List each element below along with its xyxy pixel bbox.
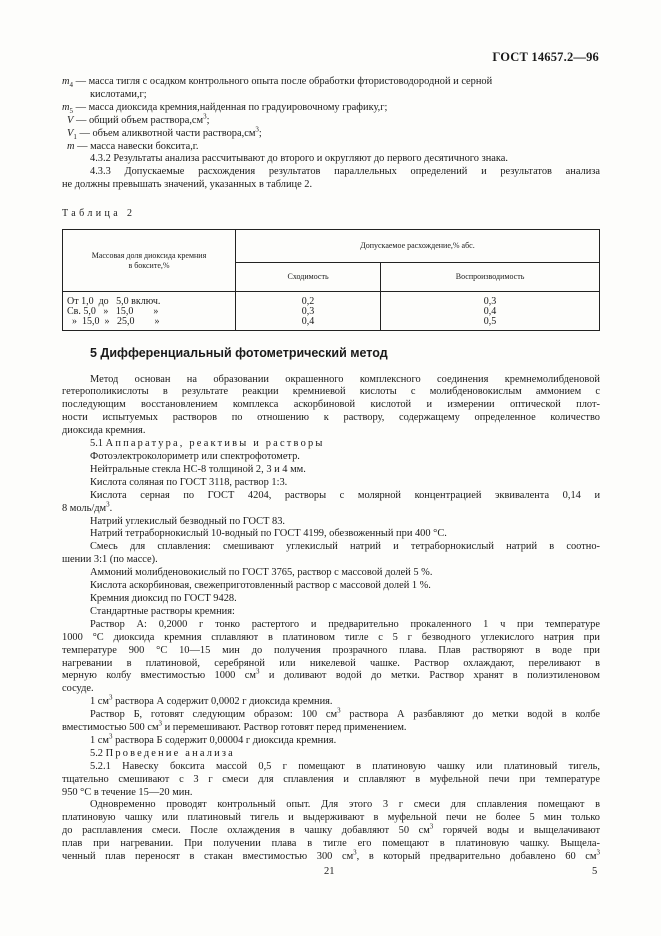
list-item: Стандартные растворы кремния: (90, 605, 235, 617)
list-item: Кислота соляная по ГОСТ 3118, раствор 1:3. (90, 476, 288, 488)
list-item: Фотоэлектроколориметр или спектрофотометр. (90, 451, 300, 463)
convergence-cell: 0,2 0,3 0,4 (236, 292, 381, 331)
list-item: Натрий тетраборнокислый 10-водный по ГОСТ 4199, обезвоженный при 400 °С. (90, 528, 447, 540)
paragraph-4-3-2: 4.3.2 Результаты анализа рассчитывают до второго и округляют до первого десятичного знака. (90, 153, 508, 165)
col-header-mass-fraction: Массовая доля диоксида кремния в боксите,% (63, 230, 236, 292)
range-cell: От 1,0 до 5,0 включ. Св. 5,0 » 15,0 » » 15,0 » 25,0 » (63, 292, 236, 331)
solution-a-content: 1 $см^3$ раствора А содержит 0,0002 г диоксида кремния. (90, 693, 333, 708)
subsection-5-1-title: 5.1 Аппаратура, реактивы и растворы (90, 438, 325, 450)
list-item: Нейтральные стекла НС-8 толщиной 2, 3 и 4 мм. (90, 463, 306, 475)
section-5-intro: Метод основан на образовании окрашенного комплексного соединения кремнемолибденовой гетерополикислоты в результате реакции кремниевой кислоты с молибденовокислым аммонием с последующим восстановлением комплекса аскорбиновой кислотой и измерении оптической плот- ности испытуемых растворов по отношению к раствору, содержащему определенное количество диоксида кремния. (62, 373, 600, 437)
control-experiment-paragraph: Одновременно проводят контрольный опыт. Для этого 3 г смеси для сплавления помещают в платиновую чашку или платиновый тигель и выдерживают в муфельной печи не более 5 мин только до расплавления смеси. После охлаждения в чашку добавляют 50 $см^3$ горячей воды и выщелачивают плав при нагревании. При получении плава в тигле его помещают в платиновую чашку. Выщела- ченный плав переносят в стакан вместимостью 300 $см^3$, в который предварительно добавлено 60 $см^3$ (62, 799, 600, 863)
table-row (63, 292, 600, 331)
col-header-convergence: Сходимость (236, 263, 381, 292)
solution-a-paragraph: Раствор А: 0,2000 г тонко растертого и предварительно прокаленного 1 ч при температуре 1000 °С диоксида кремния сплавляют в платиновом тигле с 5 г безводного углекислого натрия при температуре 900 °С 10—15 мин до получения прозрачного плава. Плав растворяют в воде при нагревании в платиновой, серебряной или никелевой чашке. Раствор охлаждают, переливают в мерную колбу вместимостью 1000 $см^3$ и доливают водой до метки. Раствор хранят в полиэтиленовом сосуде. (62, 618, 600, 695)
list-item-cont: шении 3:1 (по массе). (62, 554, 158, 566)
page-number-right: 5 (592, 866, 598, 877)
document-header: ГОСТ 14657.2—96 (492, 50, 599, 64)
variable-definitions (62, 76, 600, 153)
group-header-tolerance: Допускаемое расхождение,% абс. (236, 230, 600, 263)
tolerance-table (62, 229, 600, 331)
list-item: Кислота аскорбиновая, свежеприготовленный раствор с массовой долей 1 %. (90, 580, 431, 592)
list-item: Кислота серная по ГОСТ 4204, растворы с молярной концентрацией эквивалента 0,14 и (90, 489, 600, 501)
solution-b-content: 1 $см^3$ раствора Б содержит 0,00004 г диоксида кремния. (90, 732, 337, 746)
paragraph-5-2-1: 5.2.1 Навеску боксита массой 0,5 г помещают в платиновую чашку или платиновый тигель, тщательно смешивают с 3 г смеси для сплавления и сплавляют в муфельной печи при температуре 950 °С в течение 15—20 мин. (62, 760, 600, 798)
col-header-reproducibility: Воспроизводимость (381, 263, 600, 292)
table-title: Таблица 2 (62, 208, 136, 220)
list-item: Смесь для сплавления: смешивают углекислый натрий и тетраборнокислый натрий в соотно- (90, 541, 600, 553)
paragraph-4-3-3: 4.3.3 Допускаемые расхождения результатов параллельных определений и результатов анализа (90, 166, 600, 178)
definition-m: m — масса навески боксита,г. (67, 140, 199, 152)
solution-b-paragraph: Раствор Б, готовят следующим образом: 100 $см^3$ раствора А разбавляют до метки водой в колбе вместимостью 500 $см^3$ и перемешивают. Раствор готовят перед применением. (62, 706, 600, 734)
reproducibility-cell: 0,3 0,4 0,5 (381, 292, 600, 331)
section-5-title: 5 Дифференциальный фотометрический метод (90, 345, 388, 360)
definition-v: V — общий объем $раствора,см^3$; (67, 112, 210, 126)
definition-v1: $V_1$ — объем аликвотной части $раствора,см^3$; (67, 125, 262, 141)
list-item: Натрий углекислый безводный по ГОСТ 83. (90, 515, 286, 527)
definition-m4-cont: кислотами,г; (90, 88, 147, 100)
definition-m5: $m_5$ — масса диоксида кремния,найденная по градуировочному графику,г; (62, 101, 388, 115)
list-item: Кремния диоксид по ГОСТ 9428. (90, 592, 237, 604)
list-item-cont: 8 моль/$дм^3$. (62, 500, 113, 514)
page-number-center: 21 (324, 866, 335, 877)
subsection-5-2-title: 5.2 Проведение анализа (90, 747, 235, 759)
paragraph-4-3-3-cont: не должны превышать значений, указанных в таблице 2. (62, 179, 313, 191)
document-body (62, 76, 600, 864)
list-item: Аммоний молибденовокислый по ГОСТ 3765, раствор с массовой долей 5 %. (90, 567, 433, 579)
definition-m4: $m_4$ — масса тигля с осадком контрольного опыта после обработки фтористоводородной и серной (62, 76, 493, 90)
